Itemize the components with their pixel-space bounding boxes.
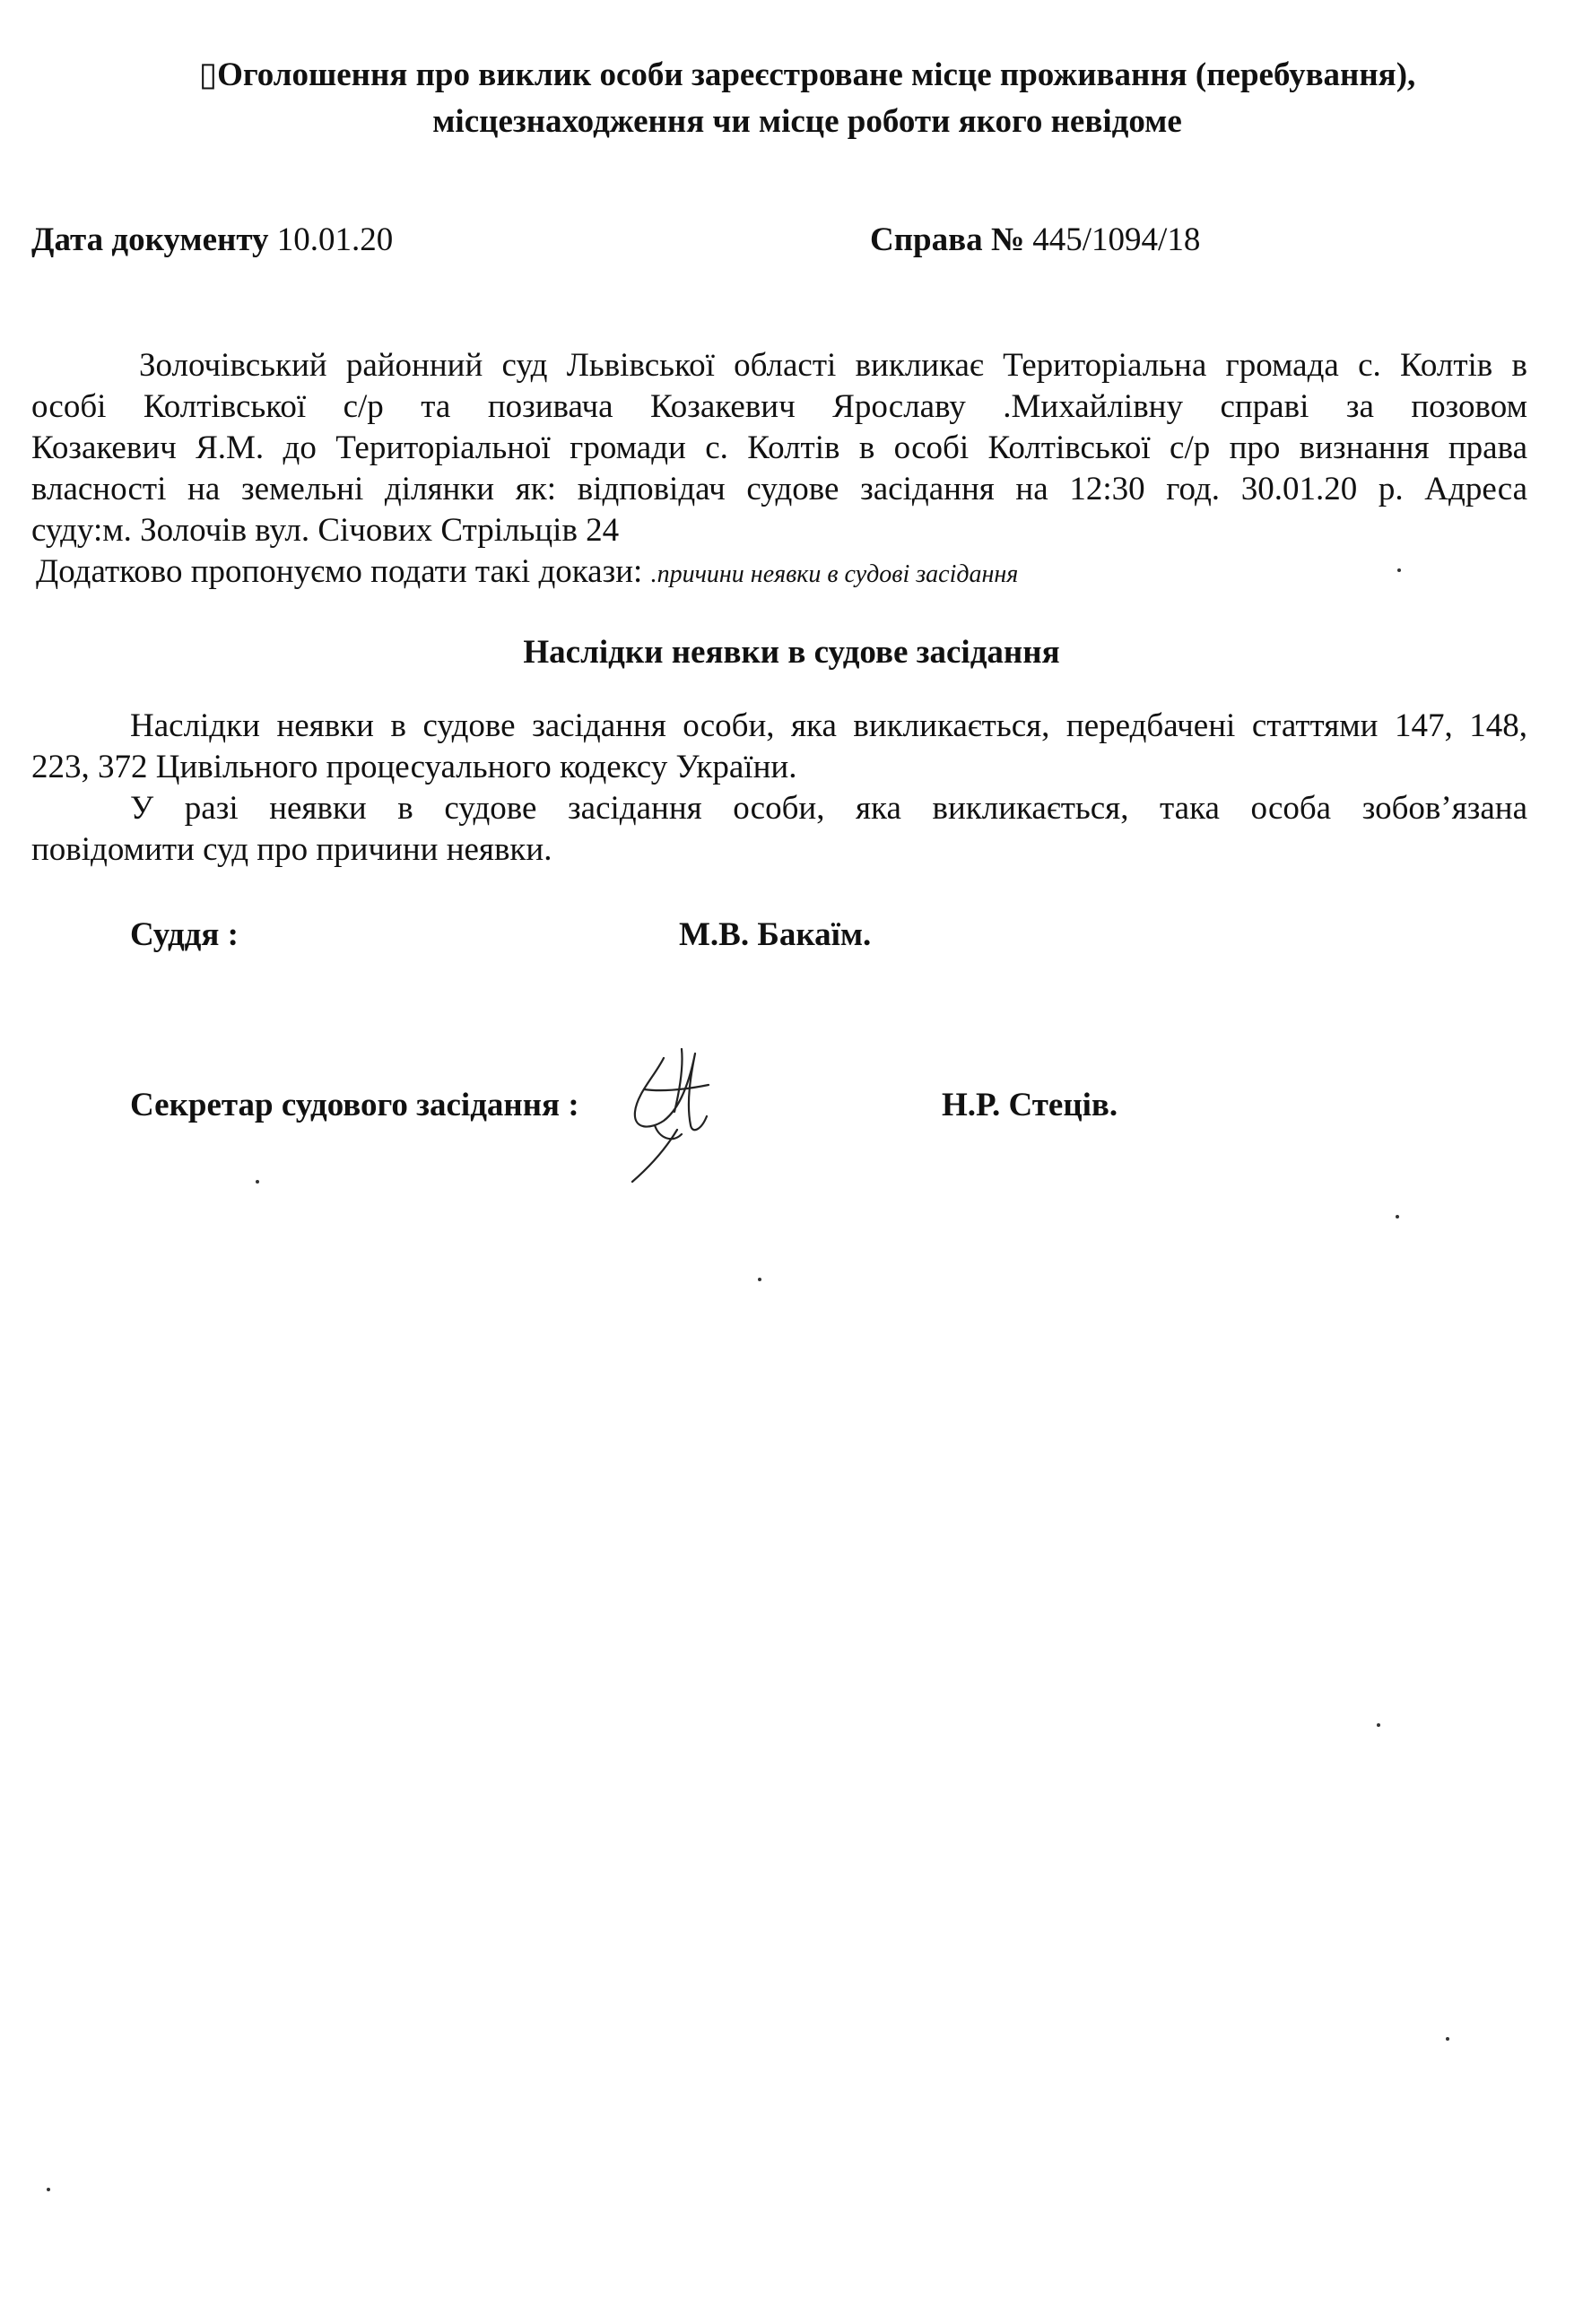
evidence-label: Додатково пропонуємо подати такі докази: — [36, 553, 643, 590]
scan-speck — [256, 1180, 259, 1184]
body-line-5: суду:м. Золочів вул. Січових Стрільців 24 — [31, 512, 620, 549]
document-date — [31, 220, 393, 261]
body-line-1: Золочівський районний суд Львівської області викликає Територіальна громада с. Колтів в — [139, 347, 1527, 384]
case-number-label: Справа № — [870, 221, 1025, 258]
body-line-2: особі Колтівської с/р та позивача Козакевич Ярославу .Михайлівну справі за позовом — [31, 388, 1527, 425]
scan-speck — [1397, 568, 1401, 572]
secretary-label: Секретар судового засідання : — [130, 1087, 579, 1123]
scan-speck — [1377, 1723, 1380, 1727]
handwritten-signature — [628, 1040, 726, 1184]
document-date-value: 10.01.20 — [276, 221, 394, 258]
document-date-label: Дата документу — [31, 221, 269, 258]
document-title-line-2: місцезнаходження чи місце роботи якого невідоме — [432, 103, 1182, 140]
evidence-value: .причини неявки в судові засідання — [650, 560, 1019, 588]
case-number-value: 445/1094/18 — [1032, 221, 1201, 258]
secretary-name: Н.Р. Стеців. — [942, 1087, 1118, 1123]
scan-speck — [1446, 2037, 1449, 2041]
case-number — [870, 220, 1200, 261]
title-mark: ▯ — [198, 56, 218, 93]
judge-label: Суддя : — [130, 916, 239, 953]
scan-speck — [758, 1278, 761, 1281]
judge-name: М.В. Бакаїм. — [679, 916, 872, 953]
consequences-p2-line-2: повідомити суд про причини неявки. — [31, 831, 552, 868]
body-line-4: власності на земельні ділянки як: відповідач судове засідання на 12:30 год. 30.01.20 р. Адреса — [31, 471, 1527, 507]
evidence-line — [36, 551, 1532, 595]
consequences-p1-line-1: Наслідки неявки в судове засідання особи, яка викликається, передбачені статтями 147, 148, — [130, 707, 1527, 744]
body-line-3: Козакевич Я.М. до Територіальної громади с. Колтів в особі Колтівської с/р про визнання права — [31, 429, 1527, 466]
scan-speck — [1396, 1215, 1399, 1218]
consequences-p1-line-2: 223, 372 Цивільного процесуального кодексу України. — [31, 749, 797, 785]
consequences-p2-line-1: У разі неявки в судове засідання особи, яка викликається, така особа зобов’язана — [130, 790, 1527, 827]
document-title-line-1 — [90, 52, 1525, 99]
consequences-heading: Наслідки неявки в судове засідання — [523, 634, 1060, 671]
title-text-1: Оголошення про виклик особи зареєстроване місце проживання (перебування), — [217, 56, 1416, 93]
scan-speck — [47, 2188, 50, 2191]
